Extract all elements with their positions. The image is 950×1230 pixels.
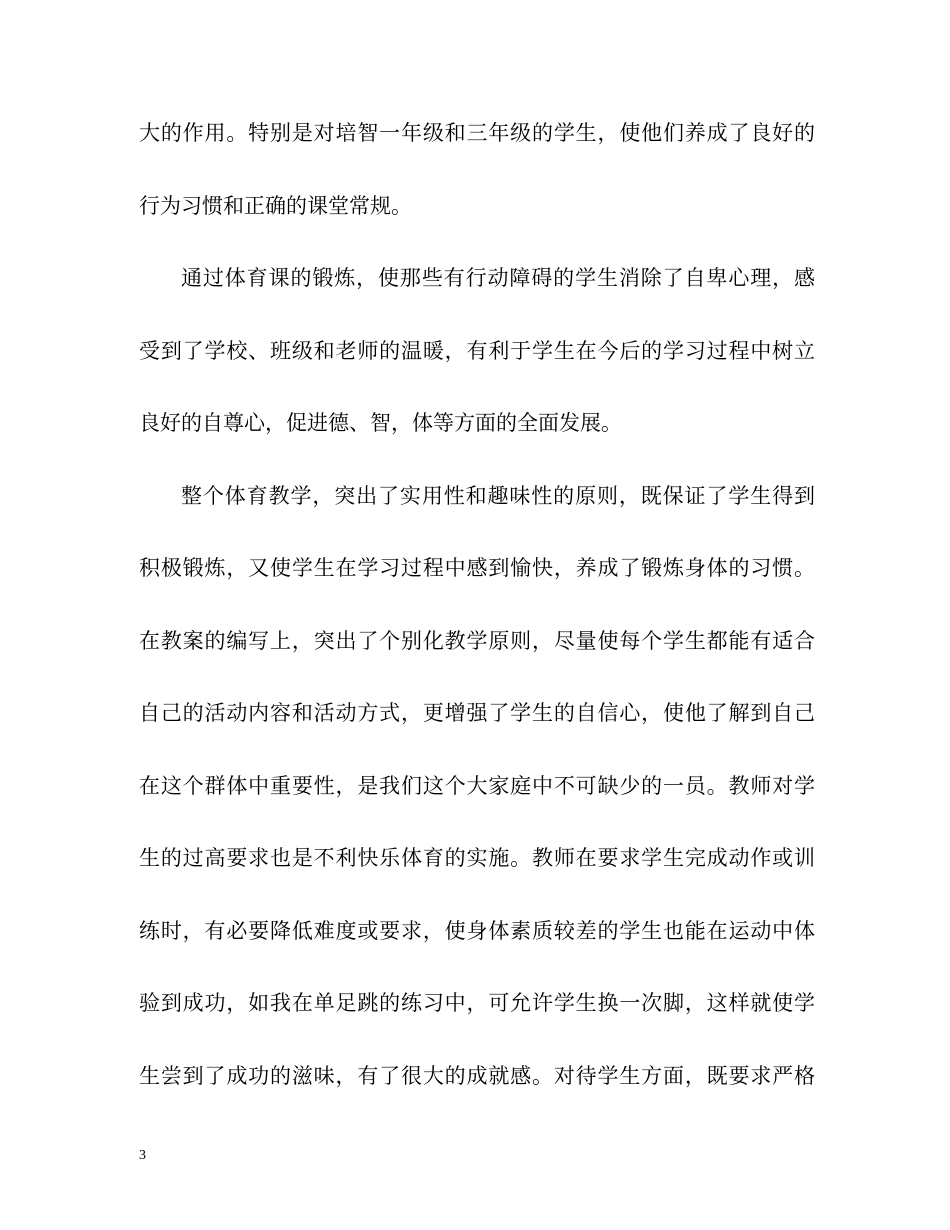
text-line: 通过体育课的锻炼，使那些有行动障碍的学生消除了自卑心理，感 xyxy=(181,266,815,290)
page-number: 3 xyxy=(139,1148,146,1163)
text-line: 在这个群体中重要性，是我们这个大家庭中不可缺少的一员。教师对学 xyxy=(139,773,815,798)
text-line: 验到成功，如我在单足跳的练习中，可允许学生换一次脚，这样就使学 xyxy=(139,991,815,1015)
text-line: 练时，有必要降低难度或要求，使身体素质较差的学生也能在运动中体 xyxy=(139,918,815,943)
text-line: 积极锻炼，又使学生在学习过程中感到愉快，养成了锻炼身体的习惯。 xyxy=(139,556,815,580)
text-line: 行为习惯和正确的课堂常规。 xyxy=(139,193,412,218)
text-line: 生尝到了成功的滋味，有了很大的成就感。对待学生方面，既要求严格 xyxy=(139,1063,815,1088)
text-line: 自己的活动内容和活动方式，更增强了学生的自信心，使他了解到自己 xyxy=(139,701,815,725)
text-line: 大的作用。特别是对培智一年级和三年级的学生，使他们养成了良好的 xyxy=(139,121,815,145)
text-line: 在教案的编写上，突出了个别化教学原则，尽量使每个学生都能有适合 xyxy=(139,628,815,653)
text-line: 生的过高要求也是不利快乐体育的实施。教师在要求学生完成动作或训 xyxy=(139,846,815,870)
text-line: 良好的自尊心，促进德、智，体等方面的全面发展。 xyxy=(139,411,622,435)
body-text xyxy=(139,121,815,1136)
text-line: 受到了学校、班级和老师的温暖，有利于学生在今后的学习过程中树立 xyxy=(139,338,815,363)
text-line: 整个体育教学，突出了实用性和趣味性的原则，既保证了学生得到 xyxy=(181,483,815,508)
